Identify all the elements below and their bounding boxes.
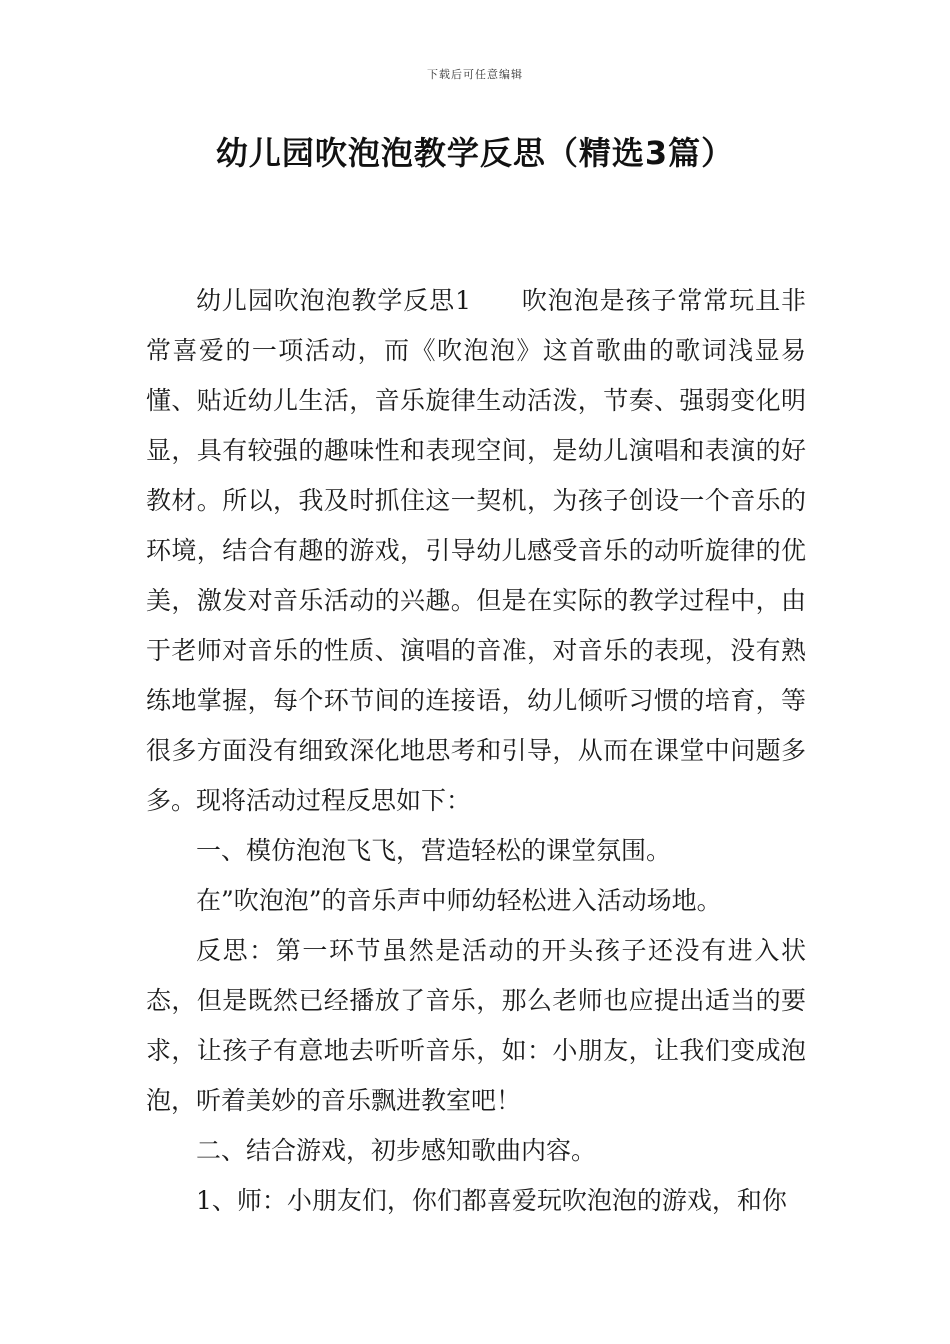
section-label: 幼儿园吹泡泡教学反思1 bbox=[196, 286, 471, 315]
paragraph: 二、结合游戏，初步感知歌曲内容。 bbox=[196, 1136, 597, 1165]
document-body bbox=[146, 276, 806, 1226]
paragraph: 反思：第一环节虽然是活动的开头孩子还没有进入状态，但是既然已经播放了音乐，那么老师也应提出适当的要求，让孩子有意地去听听音乐，如：小朋友，让我们变成泡泡，听着美妙的音乐飘进教室吧！ bbox=[146, 936, 806, 1115]
paragraph: 1、师：小朋友们，你们都喜爱玩吹泡泡的游戏，和你 bbox=[196, 1186, 787, 1215]
paragraph-intro bbox=[146, 276, 806, 826]
paragraph: 一、模仿泡泡飞飞，营造轻松的课堂氛围。 bbox=[196, 836, 672, 865]
header-note: 下载后可任意编辑 bbox=[427, 68, 523, 81]
paragraph-text: 吹泡泡是孩子常常玩且非常喜爱的一项活动，而《吹泡泡》这首歌曲的歌词浅显易懂、贴近幼儿生活，音乐旋律生动活泼，节奏、强弱变化明显，具有较强的趣味性和表现空间，是幼儿演唱和表演的好教材。所以，我及时抓住这一契机，为孩子创设一个音乐的环境，结合有趣的游戏，引导幼儿感受音乐的动听旋律的优美，激发对音乐活动的兴趣。但是在实际的教学过程中，由于老师对音乐的性质、演唱的音准，对音乐的表现，没有熟练地掌握，每个环节间的连接语，幼儿倾听习惯的培育，等很多方面没有细致深化地思考和引导，从而在课堂中问题多多。现将活动过程反思如下： bbox=[146, 286, 806, 815]
document-title: 幼儿园吹泡泡教学反思（精选3篇） bbox=[215, 134, 735, 172]
paragraph: 在”吹泡泡”的音乐声中师幼轻松进入活动场地。 bbox=[196, 886, 722, 915]
